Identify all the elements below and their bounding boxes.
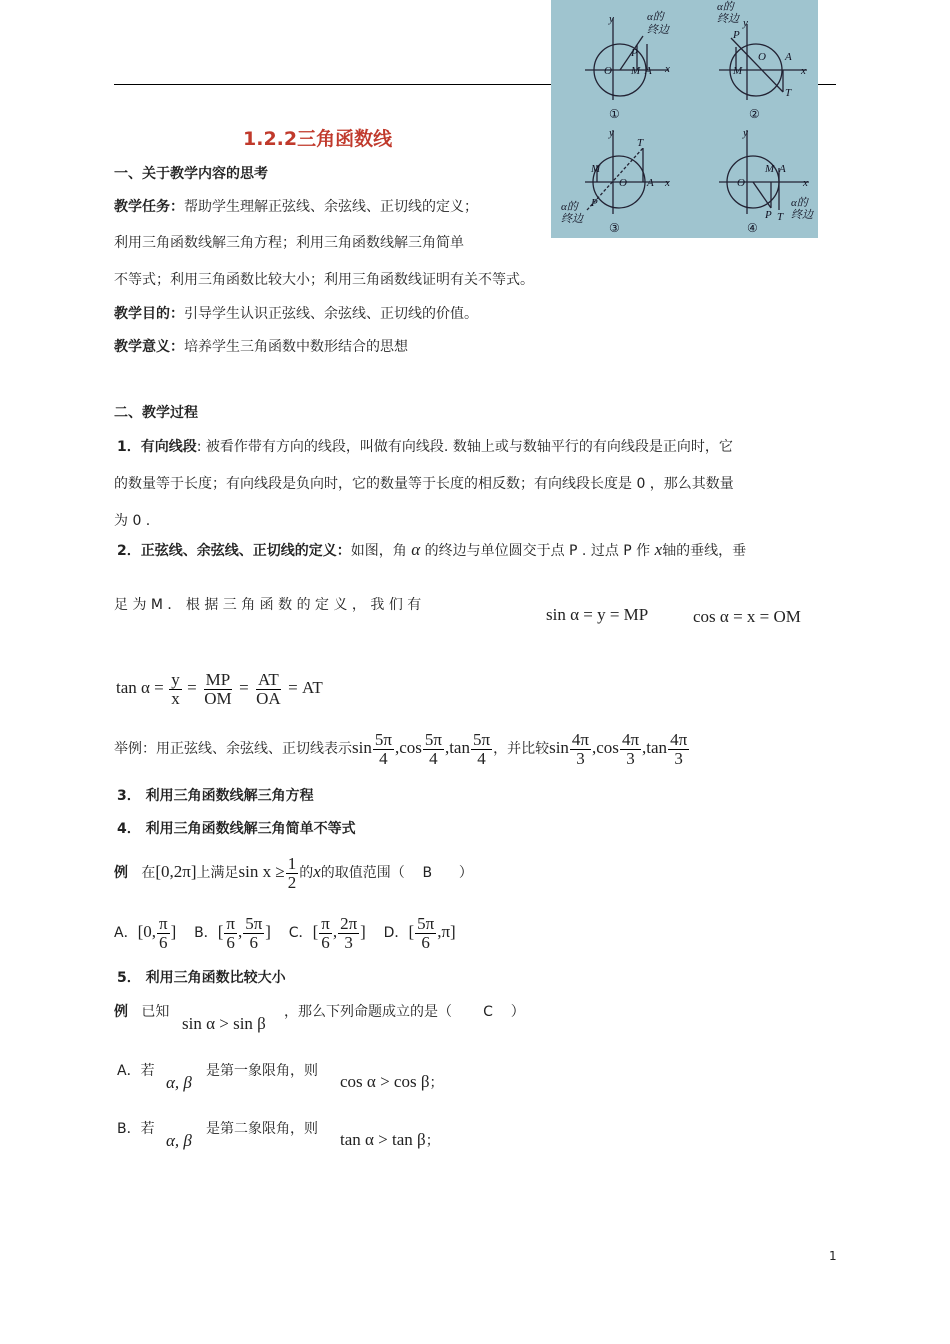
ex2-optB-label: B．若 [117, 1121, 155, 1137]
optC: C． [288, 925, 313, 941]
example2-line: 例 已知 [114, 1004, 170, 1020]
ex-frac-4: $\frac{4\pi}{3}$ [571, 729, 590, 768]
example1-options: A．[0, $\frac{\pi}{6}$ ] B．[ $\frac{\pi}{6}$ , $\frac{5\pi}{6}$ ] C．[ $\frac{\pi}{6}$ , $\frac{2\pi}{3}$ ] D．[ $\frac{5\pi}{6}$ ,π] [114, 913, 456, 952]
sin-equation: sin α = y = MP [546, 605, 649, 624]
term-1b: 终边 [647, 24, 669, 36]
pt-A-3: A [647, 177, 654, 189]
pt-M-3: M [591, 163, 601, 175]
term-4b: 终边 [791, 209, 813, 221]
fig-label-2: ② [749, 107, 760, 121]
section1-heading: 一、关于教学内容的思考 [114, 166, 268, 182]
pt-T-2: T [785, 87, 792, 99]
pt-P-3: P [591, 197, 598, 209]
pt-O-1: O [604, 65, 612, 77]
ex2-optA-formula: cos α > cos β； [340, 1072, 444, 1091]
axis-x-4: x [803, 177, 808, 189]
p2-text2: 足 为 M ． 根 据 三 角 函 数 的 定 义 ， 我 们 有 [114, 597, 422, 613]
ex2-condition: sin α > sin β [182, 1014, 266, 1033]
pt-P-1: P [631, 47, 638, 59]
pt-P-4: P [765, 209, 772, 221]
meaning-label: 教学意义： [114, 339, 184, 355]
term-2a: α的 [717, 1, 734, 13]
p2-line1 [117, 540, 746, 561]
optA: A． [114, 925, 138, 941]
pt-A-4: A [779, 163, 786, 175]
goal-text: 引导学生认识正弦线、余弦线、正切线的价值。 [184, 306, 478, 322]
task-text3: 不等式；利用三角函数比较大小；利用三角函数线证明有关不等式。 [114, 272, 534, 288]
cos-equation: cos α = x = OM [693, 607, 801, 626]
axis-y-4: y [743, 127, 748, 139]
pt-A-1: A [645, 65, 652, 77]
p1-text3: 为 0 . [114, 513, 151, 529]
ex2-optA-text: 是第一象限角，则 [206, 1063, 318, 1079]
axis-x-1: x [665, 63, 670, 75]
axis-y-1: y [609, 13, 614, 25]
axis-x-3: x [665, 177, 670, 189]
example-line: 举例：用正弦线、余弦线、正切线表示sin $\frac{5\pi}{4}$ ,cos $\frac{5\pi}{4}$ ,tan $\frac{5\pi}{4}$ ，并比较sin $\frac{4\pi}{3}$ ,cos $\frac{4\pi}{3}$ ,tan $\frac{4\pi}{3}$ [114, 729, 688, 768]
term-4a: α的 [791, 197, 808, 209]
p4-heading: 4． 利用三角函数线解三角简单不等式 [117, 821, 356, 837]
ex-frac-3: $\frac{5\pi}{4}$ [472, 729, 491, 768]
pt-P-2: P [733, 29, 740, 41]
fig-label-4: ④ [747, 221, 758, 235]
tan-lhs: tan α = [116, 678, 164, 697]
p2-alpha: α [411, 540, 421, 559]
ex1-answer: B [422, 865, 433, 881]
task-label: 教学任务： [114, 199, 184, 215]
pt-M-2: M [733, 65, 743, 77]
ex2-optB-formula: tan α > tan β； [340, 1130, 440, 1149]
compare-text: ，并比较 [493, 741, 550, 757]
p2-x: x [654, 540, 663, 559]
ex-frac-5: $\frac{4\pi}{3}$ [621, 729, 640, 768]
task-text2: 利用三角函数线解三角方程；利用三角函数线解三角简单 [114, 235, 464, 251]
goal-label: 教学目的： [114, 306, 184, 322]
p1-text1: : 被看作带有方向的线段，叫做有向线段. 数轴上或与数轴平行的有向线段是正向时，它 [196, 439, 733, 455]
pt-O-2: O [758, 51, 766, 63]
p5-heading: 5． 利用三角函数比较大小 [117, 970, 286, 986]
unit-circle-diagrams [551, 0, 818, 238]
axis-x-2: x [801, 65, 806, 77]
ex2-optA-ab: α, β [166, 1073, 192, 1092]
axis-y-2: y [743, 17, 748, 29]
pt-O-3: O [619, 177, 627, 189]
ex1-label: 例 [114, 865, 128, 881]
ex2-answer: C [483, 1004, 493, 1020]
p1-label: 1．有向线段 [117, 439, 197, 455]
pt-A-2: A [785, 51, 792, 63]
ex2-rest: ，那么下列命题成立的是（ C ） [284, 1004, 525, 1020]
term-1a: α的 [647, 11, 664, 23]
ex-frac-2: $\frac{5\pi}{4}$ [424, 729, 442, 768]
ex-frac-6: $\frac{4\pi}{3}$ [670, 729, 688, 768]
example1-line: 例 在[0,2π]上满足sin x ≥ $\frac{1}{2}$ 的x的取值范围（ B ） [114, 853, 473, 892]
p3-heading: 3． 利用三角函数线解三角方程 [117, 788, 314, 804]
p2-text1a: 如图，角 [350, 543, 407, 559]
tan-frac-mp-om: $\frac{MP}{OM}$ [204, 669, 232, 708]
optB: B． [194, 925, 218, 941]
section2-heading: 二、教学过程 [114, 405, 198, 421]
ex2-optB-text: 是第二象限角，则 [206, 1121, 318, 1137]
pt-O-4: O [737, 177, 745, 189]
page-number: 1 [829, 1249, 837, 1263]
task-text1: 帮助学生理解正弦线、余弦线、正切线的定义； [184, 199, 478, 215]
pt-M-1: M [631, 65, 641, 77]
ex2-optB-ab: α, β [166, 1131, 192, 1150]
p1-text2: 的数量等于长度；有向线段是负向时，它的数量等于长度的相反数；有向线段长度是 0 ，那么其数量 [114, 476, 734, 492]
ex1-half: $\frac{1}{2}$ [287, 853, 297, 892]
tan-frac-y-x: $\frac{y}{x}$ [171, 669, 180, 708]
pt-M-4: M [765, 163, 775, 175]
fig-label-1: ① [609, 107, 620, 121]
tan-rhs: = AT [288, 678, 323, 697]
ex2-optA-label: A．若 [117, 1063, 155, 1079]
fig-label-3: ③ [609, 221, 620, 235]
example-text: 举例：用正弦线、余弦线、正切线表示 [114, 741, 352, 757]
term-2b: 终边 [717, 13, 739, 25]
ex-frac-1: $\frac{5\pi}{4}$ [374, 729, 392, 768]
meaning-line [114, 337, 408, 357]
axis-y-3: y [609, 127, 614, 139]
task-line1 [114, 197, 478, 217]
tan-equation: tan α = $\frac{y}{x}$ = $\frac{MP}{OM}$ = $\frac{AT}{OA}$ = AT [116, 669, 323, 708]
term-3a: α的 [561, 201, 578, 213]
p2-text1c: 轴的垂线，垂 [662, 543, 747, 559]
page-title: 1.2.2三角函数线 [243, 128, 393, 150]
p1-line1 [117, 437, 733, 457]
unit-circle-figure [551, 0, 818, 238]
p2-label: 2．正弦线、余弦线、正切线的定义： [117, 543, 351, 559]
goal-line [114, 304, 478, 324]
optD: D． [383, 925, 409, 941]
pt-T-4: T [777, 211, 784, 223]
term-3b: 终边 [561, 213, 583, 225]
meaning-text: 培养学生三角函数中数形结合的思想 [184, 339, 408, 355]
pt-T-3: T [637, 137, 644, 149]
p2-text1b: 的终边与单位圆交于点 P . 过点 P 作 [424, 543, 651, 559]
tan-frac-at-oa: $\frac{AT}{OA}$ [256, 669, 281, 708]
